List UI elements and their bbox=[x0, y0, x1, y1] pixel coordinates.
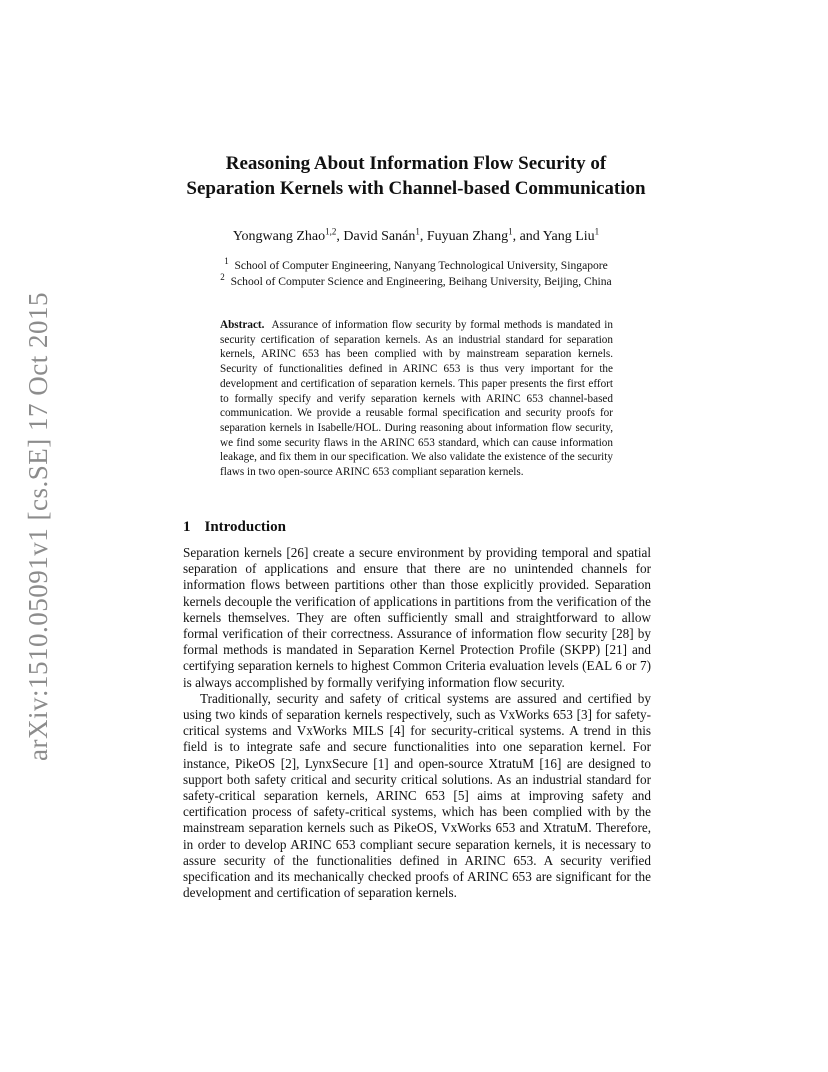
author-separator: , bbox=[336, 229, 344, 244]
author-affiliation-mark: 1 bbox=[508, 226, 513, 237]
paragraph: Traditionally, security and safety of critical systems are assured and certified by using two kinds of separation kernels respectively, such as VxWorks 653 [3] for safety-critical systems and VxWorks MILS [4] for security-critical systems. A trend in this field is to integrate safe and secure functionalities into one separation kernel. For instance, PikeOS [2], LynxSecure [1] and open-source XtratuM [16] are designed to support both safety critical and security critical solutions. As an industrial standard for safety-critical separation kernels, ARINC 653 [5] aims at improving safety and certification process of safety-critical systems, which has been complied with by the mainstream separation kernels such as PikeOS, VxWorks 653 and XtratuM. Therefore, in order to develop ARINC 653 compliant secure separation kernels, it is necessary to assure security of the functionalities defined in ARINC 653. A security verified specification and its mechanically checked proofs of ARINC 653 are significant for the development and certification of separation kernels. bbox=[183, 690, 651, 901]
paragraph: Separation kernels [26] create a secure environment by providing temporal and spatial separation of applications and ensure that there are no unintended channels for information flows between partitions other than those explicitly provided. Separation kernels decouple the verification of applications in partitions from the verification of the kernels themselves. They are often sufficiently small and straightforward to allow formal verification of their correctness. Assurance of information flow security [28] by formal methods is mandated in Separation Kernel Protection Profile (SKPP) [21] and certifying separation kernels to highest Common Criteria evaluation levels (EAL 6 or 7) is always accomplished by formally verifying information flow security. bbox=[183, 545, 651, 690]
author-name: Yang Liu bbox=[542, 229, 595, 244]
paper-title bbox=[160, 151, 672, 201]
author-name: Fuyuan Zhang bbox=[426, 229, 509, 244]
affiliation-text: School of Computer Engineering, Nanyang Technological University, Singapore bbox=[234, 259, 608, 272]
title-line-2: Separation Kernels with Channel-based Communication bbox=[186, 178, 646, 199]
section-heading bbox=[183, 517, 286, 537]
author-affiliation-mark: 1 bbox=[594, 226, 600, 237]
section-number: 1 bbox=[183, 519, 191, 535]
author-name: Yongwang Zhao bbox=[232, 229, 326, 244]
author-separator: , bbox=[419, 229, 427, 244]
author-name: David Sanán bbox=[343, 229, 416, 244]
arxiv-side-stamp bbox=[18, 291, 58, 761]
affiliation-text: School of Computer Science and Engineering, Beihang University, Beijing, China bbox=[230, 274, 612, 288]
affiliation-number: 1 bbox=[224, 256, 229, 267]
section-title: Introduction bbox=[204, 519, 286, 535]
author-affiliation-mark: 1,2 bbox=[325, 226, 337, 237]
abstract-text: Assurance of information flow security by formal methods is mandated in security certification of separation kernels. As an industrial standard for separation kernels, ARINC 653 has been complied with by mainstream separation kernels. Security of functionalities defined in ARINC 653 is thus very important for the development and certification of separation kernels. This paper presents the first effort to formally specify and verify separation kernels with ARINC 653 channel-based communication. We provide a reusable formal specification and security proofs for separation kernels in Isabelle/HOL. During reasoning about information flow security, we find some security flaws in the ARINC 653 standard, which can cause information leakage, and fix them in our specification. We also validate the existence of the security flaws in two open-source ARINC 653 compliant separation kernels. bbox=[220, 319, 613, 479]
abstract-label: Abstract. bbox=[220, 319, 265, 331]
author-separator: , and bbox=[512, 229, 543, 244]
author-list bbox=[160, 228, 672, 246]
author-affiliation-mark: 1 bbox=[415, 226, 420, 237]
abstract bbox=[220, 318, 613, 480]
introduction-body bbox=[183, 545, 651, 901]
affiliation-list bbox=[160, 258, 672, 289]
affiliation bbox=[160, 258, 672, 274]
affiliation bbox=[160, 271, 672, 290]
affiliation-number: 2 bbox=[220, 271, 225, 282]
arxiv-identifier: arXiv:1510.05091v1 [cs.SE] 17 Oct 2015 bbox=[22, 291, 53, 761]
title-line-1: Reasoning About Information Flow Security of bbox=[225, 153, 607, 174]
